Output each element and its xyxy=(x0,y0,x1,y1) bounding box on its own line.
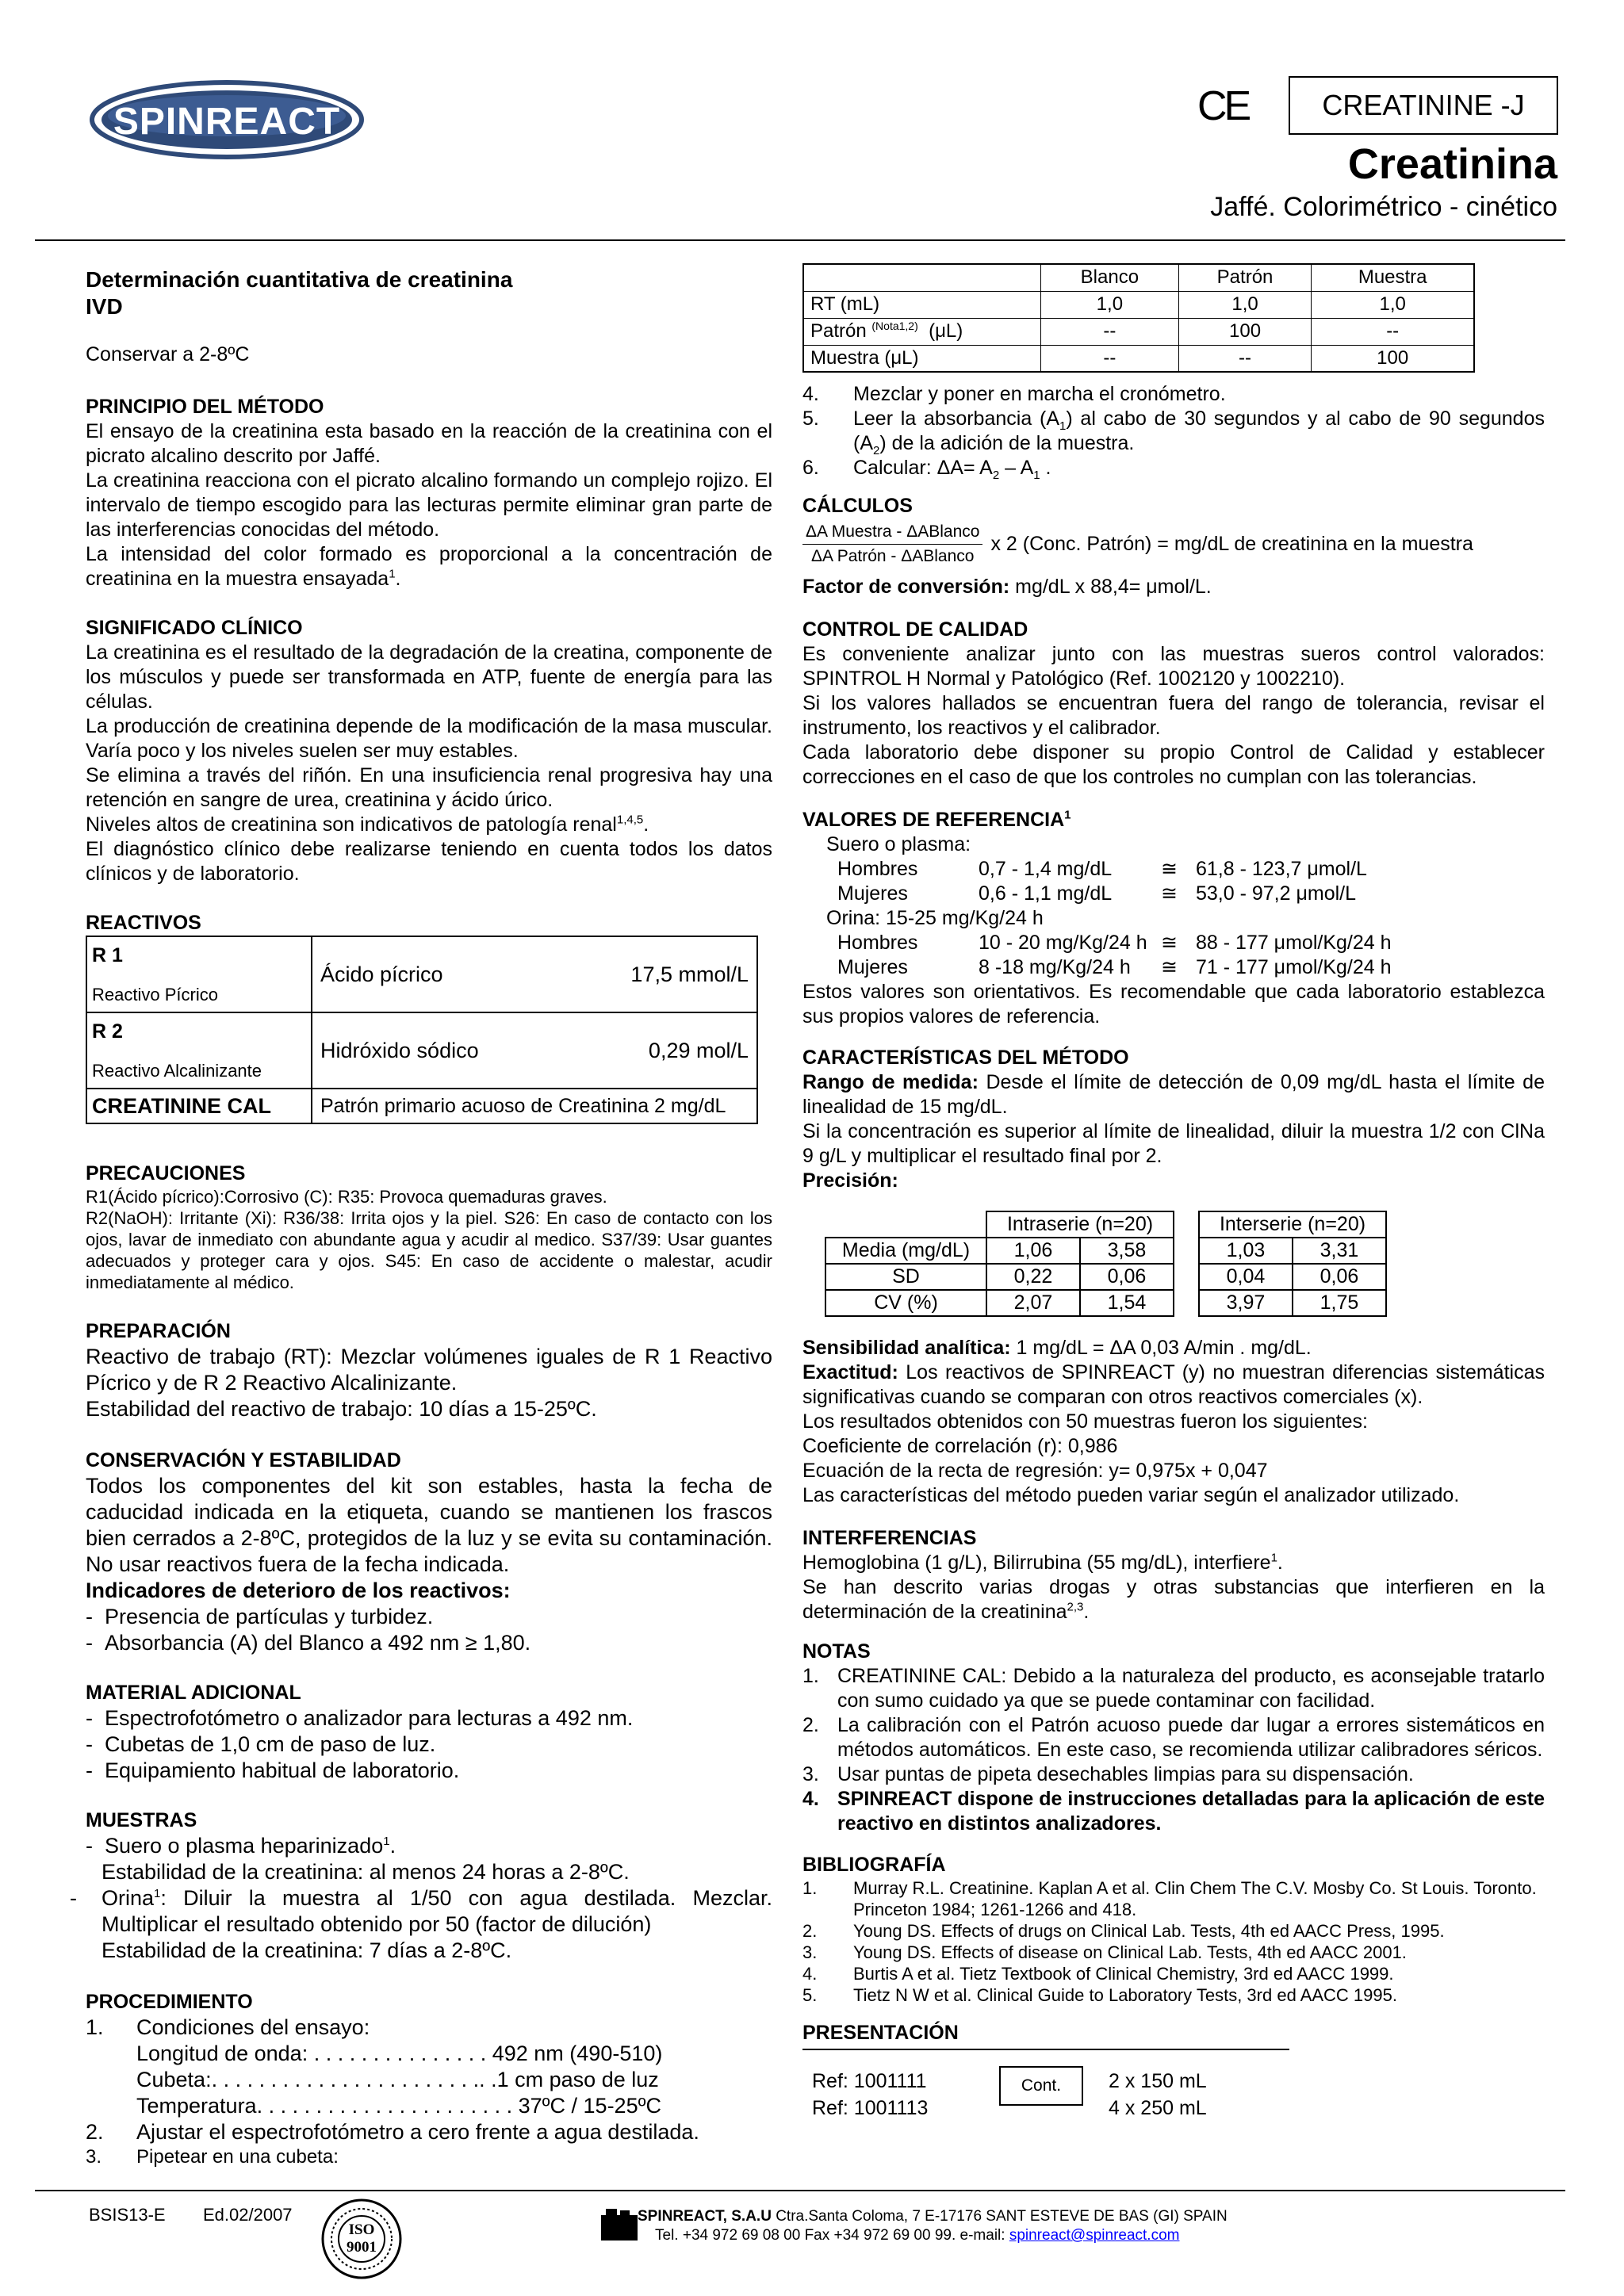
reagent-name: Reactivo Alcalinizante xyxy=(92,1061,262,1081)
table-row xyxy=(803,318,1474,345)
results-intro: Los resultados obtenidos con 50 muestras fueron los siguientes: xyxy=(802,1410,1368,1433)
cont-label: Cont. xyxy=(1021,2076,1062,2095)
calc-title: CÁLCULOS xyxy=(802,495,913,517)
qc-p1: Es conveniente analizar junto con las muestras sueros control valorados: SPINTROL H Normal y Patológico (Ref. 1002120 y 1002210). xyxy=(802,643,1545,690)
formula xyxy=(802,520,1545,568)
cal-description: Patrón primario acuoso de Creatinina 2 mg/dL xyxy=(320,1094,726,1117)
presentation-rows xyxy=(802,2066,1545,2130)
list-item: 3. Young DS. Effects of disease on Clinical Lab. Tests, 4th ed AACC 2001. xyxy=(802,1942,1407,1962)
cal-code: CREATININE CAL xyxy=(92,1093,271,1118)
principle-section xyxy=(86,394,772,591)
product-subtitle: Jaffé. Colorimétrico - cinético xyxy=(1210,192,1557,222)
precision-label: Precisión: xyxy=(802,1169,898,1192)
table-cell: 1,75 xyxy=(1293,1290,1386,1316)
table-row xyxy=(825,1264,1386,1290)
list-item: Hombres 0,7 - 1,4 mg/dL ≅ 61,8 - 123,7 μmol/L xyxy=(837,858,1367,880)
iso-label: ISO xyxy=(348,2221,375,2238)
table-row xyxy=(86,1012,757,1089)
table-cell: 1,06 xyxy=(986,1238,1080,1264)
calc-section xyxy=(802,493,1545,599)
row-label: Patrón $^{(Nota1,2)}$ (μL) xyxy=(803,318,1041,345)
product-code-box xyxy=(1289,76,1558,135)
conversion-factor: Factor de conversión: mg/dL x 88,4= μmol/L. xyxy=(802,576,1212,598)
email-link[interactable]: spinreact@spinreact.com xyxy=(1009,2227,1180,2244)
list-item: 1. CREATININE CAL: Debido a la naturaleza del producto, es aconsejable tratarlo con sumo cuidado ya que se puede contaminar con facilidad. xyxy=(802,1665,1545,1712)
table-row xyxy=(86,1089,757,1123)
table-cell: -- xyxy=(1178,345,1312,372)
table-cell: 3,97 xyxy=(1199,1290,1293,1316)
reference-title: VALORES DE REFERENCIA$^1$ xyxy=(802,808,1071,831)
table-row xyxy=(803,291,1474,318)
clinical-p5: El diagnóstico clínico debe realizarse teniendo en cuenta todos los datos clínicos y de laboratorio. xyxy=(86,838,772,885)
logo xyxy=(89,79,365,160)
product-code: CREATININE -J xyxy=(1322,89,1525,121)
precision-table xyxy=(825,1211,1387,1317)
determination-heading: Determinación cuantitativa de creatinina xyxy=(86,267,513,292)
quantity-1: 2 x 150 mL xyxy=(1109,2070,1207,2092)
pipette-table xyxy=(802,263,1475,373)
reagent-code: R 2 xyxy=(92,1020,123,1043)
table-cell: 3,58 xyxy=(1080,1238,1174,1264)
table-cell: 2,07 xyxy=(986,1290,1080,1316)
reagents-title: REACTIVOS xyxy=(86,912,201,934)
list-item: Mujeres 0,6 - 1,1 mg/dL ≅ 53,0 - 97,2 μmol/L xyxy=(837,882,1357,905)
table-cell: 1,0 xyxy=(1178,291,1312,318)
bibliography-section xyxy=(802,1852,1545,2006)
measure-range: Rango de medida: Desde el límite de detección de 0,09 mg/dL hasta el límite de linealidad de 15 mg/dL. xyxy=(802,1071,1545,1118)
list-item: 4. Burtis A et al. Tietz Textbook of Clinical Chemistry, 3rd ed AACC 1999. xyxy=(802,1964,1394,1984)
table-cell: 1,54 xyxy=(1080,1290,1174,1316)
list-item: 4. Mezclar y poner en marcha el cronómetro. xyxy=(802,383,1226,405)
characteristics-section xyxy=(802,1045,1545,1508)
preparation-p1: Reactivo de trabajo (RT): Mezclar volúmenes iguales de R 1 Reactivo Pícrico y de R 2 Reactivo Alcalinizante. xyxy=(86,1345,772,1395)
row-label: CV (%) xyxy=(825,1290,986,1316)
row-label: RT (mL) xyxy=(803,291,1041,318)
list-item: 2. La calibración con el Patrón acuoso puede dar lugar a errores sistemáticos en métodos automáticos. En este caso, se recomienda utilizar calibradores séricos. xyxy=(802,1714,1545,1761)
table-cell: 1,03 xyxy=(1199,1238,1293,1264)
interferences-p2: Se han descrito varias drogas y otras substancias que interfieren en la determinación de la creatinina$^{2,3}$. xyxy=(802,1576,1545,1623)
preparation-p2: Estabilidad del reactivo de trabajo: 10 días a 15-25ºC. xyxy=(86,1397,597,1421)
reagent-code: R 1 xyxy=(92,944,123,966)
correlation: Coeficiente de correlación (r): 0,986 xyxy=(802,1435,1118,1457)
document-edition: Ed.02/2007 xyxy=(203,2205,293,2225)
samples-title: MUESTRAS xyxy=(86,1809,197,1831)
list-item: 2. Young DS. Effects of drugs on Clinical Lab. Tests, 4th ed AACC Press, 1995. xyxy=(802,1921,1445,1941)
list-item: - Cubetas de 1,0 cm de paso de luz. xyxy=(86,1732,436,1756)
row-label: Media (mg/dL) xyxy=(825,1238,986,1264)
preparation-title: PREPARACIÓN xyxy=(86,1320,231,1342)
principle-p2: La creatinina reacciona con el picrato alcalino formando un complejo rojizo. El intervalo de tiempo escogido para las lecturas permite eliminar gran parte de las interferencias conocidas del método. xyxy=(86,469,772,541)
cont-box xyxy=(999,2066,1083,2106)
procedure-steps xyxy=(802,382,1545,480)
document-code: BSIS13-E xyxy=(89,2205,166,2225)
cal-desc-cell xyxy=(312,1089,757,1123)
cal-code-cell xyxy=(86,1089,312,1123)
footer-address: SPINREACT, S.A.U Ctra.Santa Coloma, 7 E-17176 SANT ESTEVE DE BAS (GI) SPAIN xyxy=(638,2208,1228,2225)
list-item: Mujeres 8 -18 mg/Kg/24 h ≅ 71 - 177 μmol/Kg/24 h xyxy=(837,956,1392,978)
reference-note: Estos valores son orientativos. Es recomendable que cada laboratorio establezca sus propios valores de referencia. xyxy=(802,981,1545,1027)
list-item: - Espectrofotómetro o analizador para lecturas a 492 nm. xyxy=(86,1706,634,1730)
characteristics-title: CARACTERÍSTICAS DEL MÉTODO xyxy=(802,1047,1129,1069)
condition-wavelength: Longitud de onda: . . . . . . . . . . . . . . . 492 nm (490-510) xyxy=(136,2042,663,2065)
samples-section xyxy=(70,1808,772,1964)
table-row xyxy=(825,1211,1386,1238)
table-cell: 3,31 xyxy=(1293,1238,1386,1264)
qc-section xyxy=(802,617,1545,790)
reagent-component: Hidróxido sódico xyxy=(320,1038,479,1062)
clinical-title: SIGNIFICADO CLÍNICO xyxy=(86,617,303,639)
deterioration-title: Indicadores de deterioro de los reactivos: xyxy=(86,1578,511,1602)
table-header: Blanco xyxy=(1041,264,1179,291)
list-item: 5. Tietz N W et al. Clinical Guide to Laboratory Tests, 3rd ed AACC 1995. xyxy=(802,1985,1397,2005)
table-cell xyxy=(825,1211,986,1238)
interferences-p1: Hemoglobina (1 g/L), Bilirrubina (55 mg/dL), interfiere$^1$. xyxy=(802,1551,1283,1574)
row-label: Muestra (μL) xyxy=(803,345,1041,372)
reagent-r1-component-cell xyxy=(312,936,757,1012)
list-item: - Equipamiento habitual de laboratorio. xyxy=(86,1758,460,1782)
formula-rest: x 2 (Conc. Patrón) = mg/dL de creatinina en la muestra xyxy=(990,533,1473,555)
reagent-r2-component-cell xyxy=(312,1012,757,1089)
reagent-name: Reactivo Pícrico xyxy=(92,985,218,1004)
ce-mark: CE xyxy=(1197,83,1249,129)
ivd-label: IVD xyxy=(86,294,123,319)
reagent-r1-code-cell xyxy=(86,936,312,1012)
sample-stability-1: Estabilidad de la creatinina: al menos 24 horas a 2-8ºC. xyxy=(102,1860,630,1884)
iso-number: 9001 xyxy=(347,2239,377,2256)
table-cell: -- xyxy=(1312,318,1474,345)
urine-label: Orina: 15-25 mg/Kg/24 h xyxy=(826,907,1044,929)
intra-title: Intraserie (n=20) xyxy=(986,1211,1174,1238)
regression-equation: Ecuación de la recta de regresión: y= 0,975x + 0,047 xyxy=(802,1460,1268,1482)
procedure-section xyxy=(86,1989,772,2169)
logo-text: SPINREACT xyxy=(113,101,341,143)
qc-p3: Cada laboratorio debe disponer su propio Control de Calidad y establecer correcciones en el caso de que los controles no cumplan con las tolerancias. xyxy=(802,741,1545,788)
clinical-p4: Niveles altos de creatinina son indicativos de patología renal$^{1,4,5}$. xyxy=(86,813,649,836)
clinical-p3: Se elimina a través del riñón. En una insuficiencia renal progresiva hay una retención en sangre de urea, creatinina y ácido úrico. xyxy=(86,764,772,811)
table-row xyxy=(86,936,757,1012)
table-cell: 1,0 xyxy=(1312,291,1474,318)
table-cell: -- xyxy=(1041,345,1179,372)
list-item: - Presencia de partículas y turbidez. xyxy=(86,1605,434,1628)
list-item: 5. Leer la absorbancia $(A_1)$ al cabo de 30 segundos y al cabo de 90 segundos $(A_2)$ de la adición de la muestra. xyxy=(802,408,1545,457)
table-row xyxy=(803,264,1474,291)
table-cell: 0,22 xyxy=(986,1264,1080,1290)
table-cell: 100 xyxy=(1178,318,1312,345)
table-cell xyxy=(1174,1211,1199,1238)
ref-1: Ref: 1001111 xyxy=(812,2070,927,2092)
condition-temperature: Temperatura. . . . . . . . . . . . . . . . . . . . . . 37ºC / 15-25ºC xyxy=(136,2094,661,2118)
table-header: Muestra xyxy=(1312,264,1474,291)
table-cell: -- xyxy=(1041,318,1179,345)
table-row xyxy=(803,345,1474,372)
bibliography-title: BIBLIOGRAFÍA xyxy=(802,1854,946,1876)
list-item: 3. Usar puntas de pipeta desechables limpias para su dispensación. xyxy=(802,1763,1414,1785)
list-item: 1. Murray R.L. Creatinine. Kaplan A et al. Clin Chem The C.V. Mosby Co. St Louis. Toronto. Princeton 1984; 1261-1266 and 418. xyxy=(802,1878,1537,1919)
reagent-concentration: 17,5 mmol/L xyxy=(630,962,749,986)
serum-label: Suero o plasma: xyxy=(826,833,971,855)
reagent-component: Ácido pícrico xyxy=(320,962,443,986)
table-cell xyxy=(803,264,1041,291)
table-cell: 1,0 xyxy=(1041,291,1179,318)
precautions-text-2: R2(NaOH): Irritante (Xi): R36/38: Irrita ojos y la piel. S26: En caso de contacto con los ojos, lavar de inmediato con abundante agua y acudir al medico. S37/39: Usar guantes adecuados y proteger cara y ojos. S45: En caso de accidente o malestar, acudir inmediatamente al médico. xyxy=(86,1208,772,1292)
qc-title: CONTROL DE CALIDAD xyxy=(802,618,1028,641)
accuracy: Exactitud: Los reactivos de SPINREACT (y) no muestran diferencias sistemáticas significativas cuando se comparan con otros reactivos comerciales (x). xyxy=(802,1361,1545,1408)
reagents-table xyxy=(86,936,758,1124)
table-cell: 0,04 xyxy=(1199,1264,1293,1290)
principle-title: PRINCIPIO DEL MÉTODO xyxy=(86,396,324,418)
condition-cuvette: Cubeta:. . . . . . . . . . . . . . . . . . . . . . .. .1 cm paso de luz xyxy=(136,2068,659,2091)
material-section xyxy=(86,1680,772,1784)
table-cell: 0,06 xyxy=(1080,1264,1174,1290)
table-cell: 0,06 xyxy=(1293,1264,1386,1290)
footer-contact: Tel. +34 972 69 08 00 Fax +34 972 69 00 99. e-mail: spinreact@spinreact.com xyxy=(655,2227,1180,2244)
material-title: MATERIAL ADICIONAL xyxy=(86,1682,301,1704)
product-title: Creatinina xyxy=(1347,140,1557,188)
clinical-section xyxy=(86,615,772,886)
iso-seal xyxy=(320,2198,403,2280)
list-item: Hombres 10 - 20 mg/Kg/24 h ≅ 88 - 177 μmol/Kg/24 h xyxy=(837,932,1392,954)
row-label: SD xyxy=(825,1264,986,1290)
table-row xyxy=(825,1238,1386,1264)
precautions-title: PRECAUCIONES xyxy=(86,1162,246,1184)
reagent-concentration: 0,29 mol/L xyxy=(648,1038,749,1062)
qc-p2: Si los valores hallados se encuentran fuera del rango de tolerancia, revisar el instrumento, los reactivos y el calibrador. xyxy=(802,692,1545,739)
ref-2: Ref: 1001113 xyxy=(812,2097,929,2119)
notes-section xyxy=(802,1639,1545,1836)
inter-title: Interserie (n=20) xyxy=(1199,1211,1386,1238)
reference-section xyxy=(802,807,1545,1029)
reagent-r2-code-cell xyxy=(86,1012,312,1089)
dilution-note: Si la concentración es superior al límite de linealidad, diluir la muestra 1/2 con ClNa 9 g/L y multiplicar el resultado final por 2. xyxy=(802,1120,1545,1167)
reagents-section xyxy=(86,910,772,1124)
storage-note: Conservar a 2-8ºC xyxy=(86,343,250,365)
storage-section xyxy=(86,1448,772,1656)
list-item: 3. Pipetear en una cubeta: xyxy=(86,2146,339,2168)
table-row xyxy=(825,1290,1386,1316)
table-header: Patrón xyxy=(1178,264,1312,291)
list-item: - Orina$^1$: Diluir la muestra al 1/50 con agua destilada. Mezclar. Multiplicar el resultado obtenido por 50 (factor de dilución) xyxy=(70,1886,772,1936)
precautions-section xyxy=(86,1161,772,1293)
clinical-p1: La creatinina es el resultado de la degradación de la creatina, componente de los músculos y puede ser transformada en ATP, fuente de energía para las células. xyxy=(86,641,772,713)
interferences-title: INTERFERENCIAS xyxy=(802,1527,977,1549)
precautions-text-1: R1(Ácido pícrico):Corrosivo (C): R35: Provoca quemaduras graves. xyxy=(86,1187,607,1207)
principle-p3: La intensidad del color formado es proporcional a la concentración de creatinina en la muestra ensayada$^1$. xyxy=(86,543,772,590)
left-column xyxy=(70,266,772,2169)
header-divider xyxy=(35,239,1565,241)
right-column xyxy=(802,263,1556,2130)
list-item: 1. Condiciones del ensayo: xyxy=(86,2015,370,2039)
sensitivity: Sensibilidad analítica: 1 mg/dL = ΔA 0,03 A/min . mg/dL. xyxy=(802,1337,1312,1359)
principle-p1: El ensayo de la creatinina esta basado en la reacción de la creatinina con el picrato alcalino descrito por Jaffé. xyxy=(86,420,772,467)
clinical-p2: La producción de creatinina depende de la modificación de la masa muscular. Varía poco y los niveles suelen ser muy estables. xyxy=(86,715,772,762)
presentation-title: PRESENTACIÓN xyxy=(802,2020,1289,2050)
presentation-section xyxy=(802,2020,1545,2130)
footer-logo-mark xyxy=(601,2209,638,2241)
procedure-title: PROCEDIMIENTO xyxy=(86,1991,253,2013)
list-item: - Suero o plasma heparinizado$^1$. xyxy=(86,1834,396,1858)
footer-divider xyxy=(35,2190,1565,2191)
preparation-section xyxy=(86,1318,772,1422)
list-item: 6. Calcular: $\Delta A= A_2 - A_1$ . xyxy=(802,457,1051,482)
list-item: - Absorbancia (A) del Blanco a 492 nm ≥ 1,80. xyxy=(86,1631,531,1655)
storage-title: CONSERVACIÓN Y ESTABILIDAD xyxy=(86,1449,401,1471)
quantity-2: 4 x 250 mL xyxy=(1109,2097,1207,2119)
storage-p1: Todos los componentes del kit son estables, hasta la fecha de caducidad indicada en la etiqueta, cuando se mantienen los frascos bien cerrados a 2-8ºC, protegidos de la luz y se evita su contaminación. No usar reactivos fuera de la fecha indicada. xyxy=(86,1474,772,1576)
method-variation: Las características del método pueden variar según el analizador utilizado. xyxy=(802,1484,1460,1506)
interferences-section xyxy=(802,1525,1545,1624)
notes-title: NOTAS xyxy=(802,1640,871,1663)
formula-denominator: ΔA Patrón - ΔABlanco xyxy=(810,547,975,565)
list-item: 4. SPINREACT dispone de instrucciones detalladas para la aplicación de este reactivo en distintos analizadores. xyxy=(802,1788,1545,1835)
table-cell: 100 xyxy=(1312,345,1474,372)
sample-stability-2: Estabilidad de la creatinina: 7 días a 2-8ºC. xyxy=(102,1938,512,1962)
formula-numerator: ΔA Muestra - ΔABlanco xyxy=(802,520,982,545)
list-item: 2. Ajustar el espectrofotómetro a cero frente a agua destilada. xyxy=(86,2120,699,2144)
